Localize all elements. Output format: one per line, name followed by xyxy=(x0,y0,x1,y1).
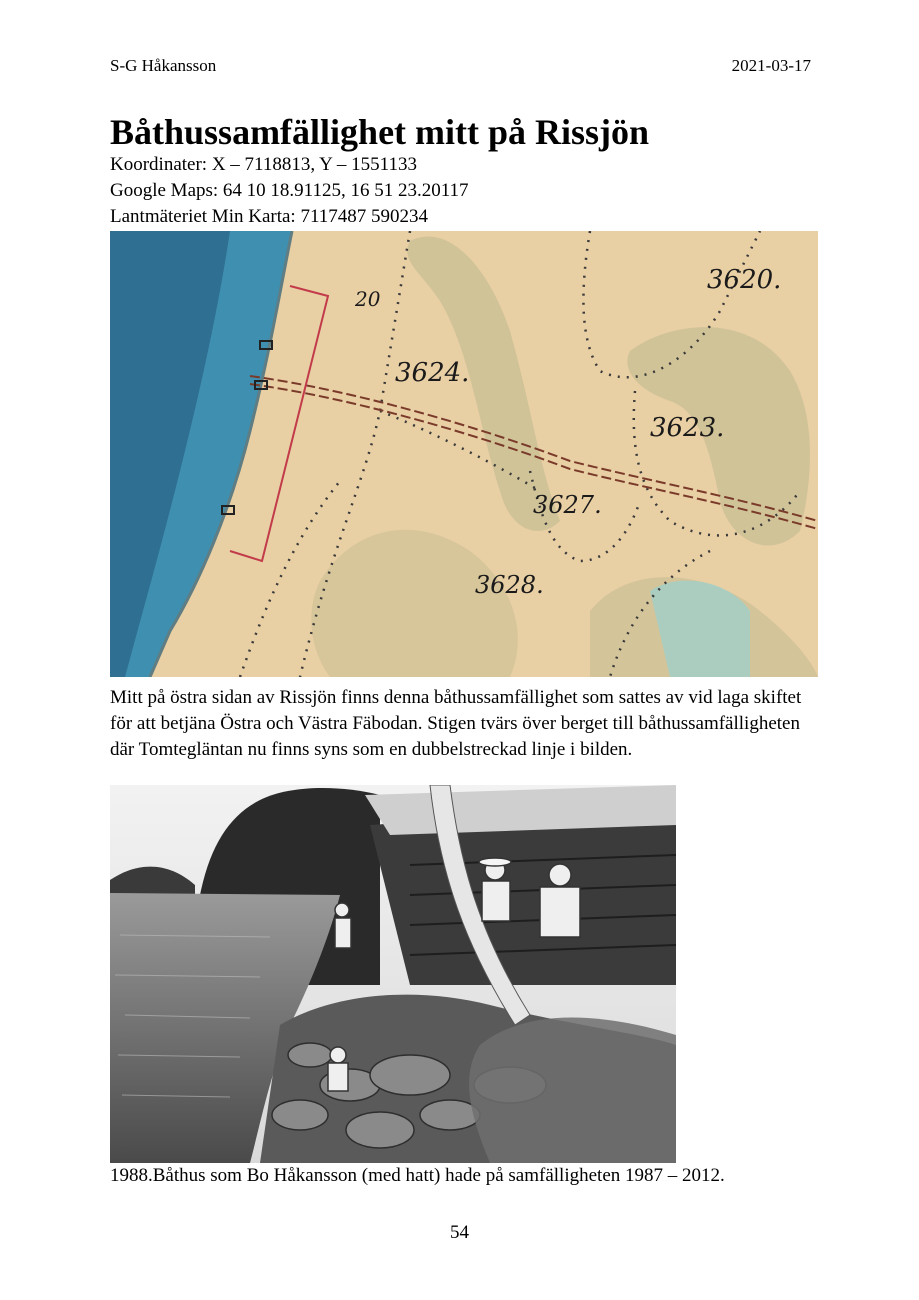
map-label-3624: 3624. xyxy=(395,358,470,388)
map-label-3623: 3623. xyxy=(650,413,725,443)
map-label-20: 20 xyxy=(355,287,381,311)
page-number: 54 xyxy=(450,1222,469,1243)
lantmateriet-line: Lantmäteriet Min Karta: 7117487 590234 xyxy=(110,206,428,227)
boathouse-photo xyxy=(110,785,676,1163)
map-label-3628: 3628. xyxy=(475,571,544,599)
map-label-3620: 3620. xyxy=(707,265,782,295)
map-caption: Mitt på östra sidan av Rissjön finns denna båthussamfällighet som sattes av vid laga skiftet för att betjäna Östra och Västra Fäbodan. Stigen tvärs över berget till båthussamfälligheten där Tomtegläntan nu finns syns som en dubbelstreckad linje i bilden. xyxy=(110,687,802,760)
historic-map-image xyxy=(110,231,818,677)
coordinates-line: Koordinater: X – 7118813, Y – 1551133 xyxy=(110,154,417,175)
photo-caption: 1988.Båthus som Bo Håkansson (med hatt) hade på samfälligheten 1987 – 2012. xyxy=(110,1165,725,1186)
page-title: Båthussamfällighet mitt på Rissjön xyxy=(110,112,650,152)
header-date: 2021-03-17 xyxy=(731,56,811,75)
google-maps-line: Google Maps: 64 10 18.91125, 16 51 23.20117 xyxy=(110,180,469,201)
map-label-3627: 3627. xyxy=(533,491,602,519)
header-author: S-G Håkansson xyxy=(110,56,217,75)
